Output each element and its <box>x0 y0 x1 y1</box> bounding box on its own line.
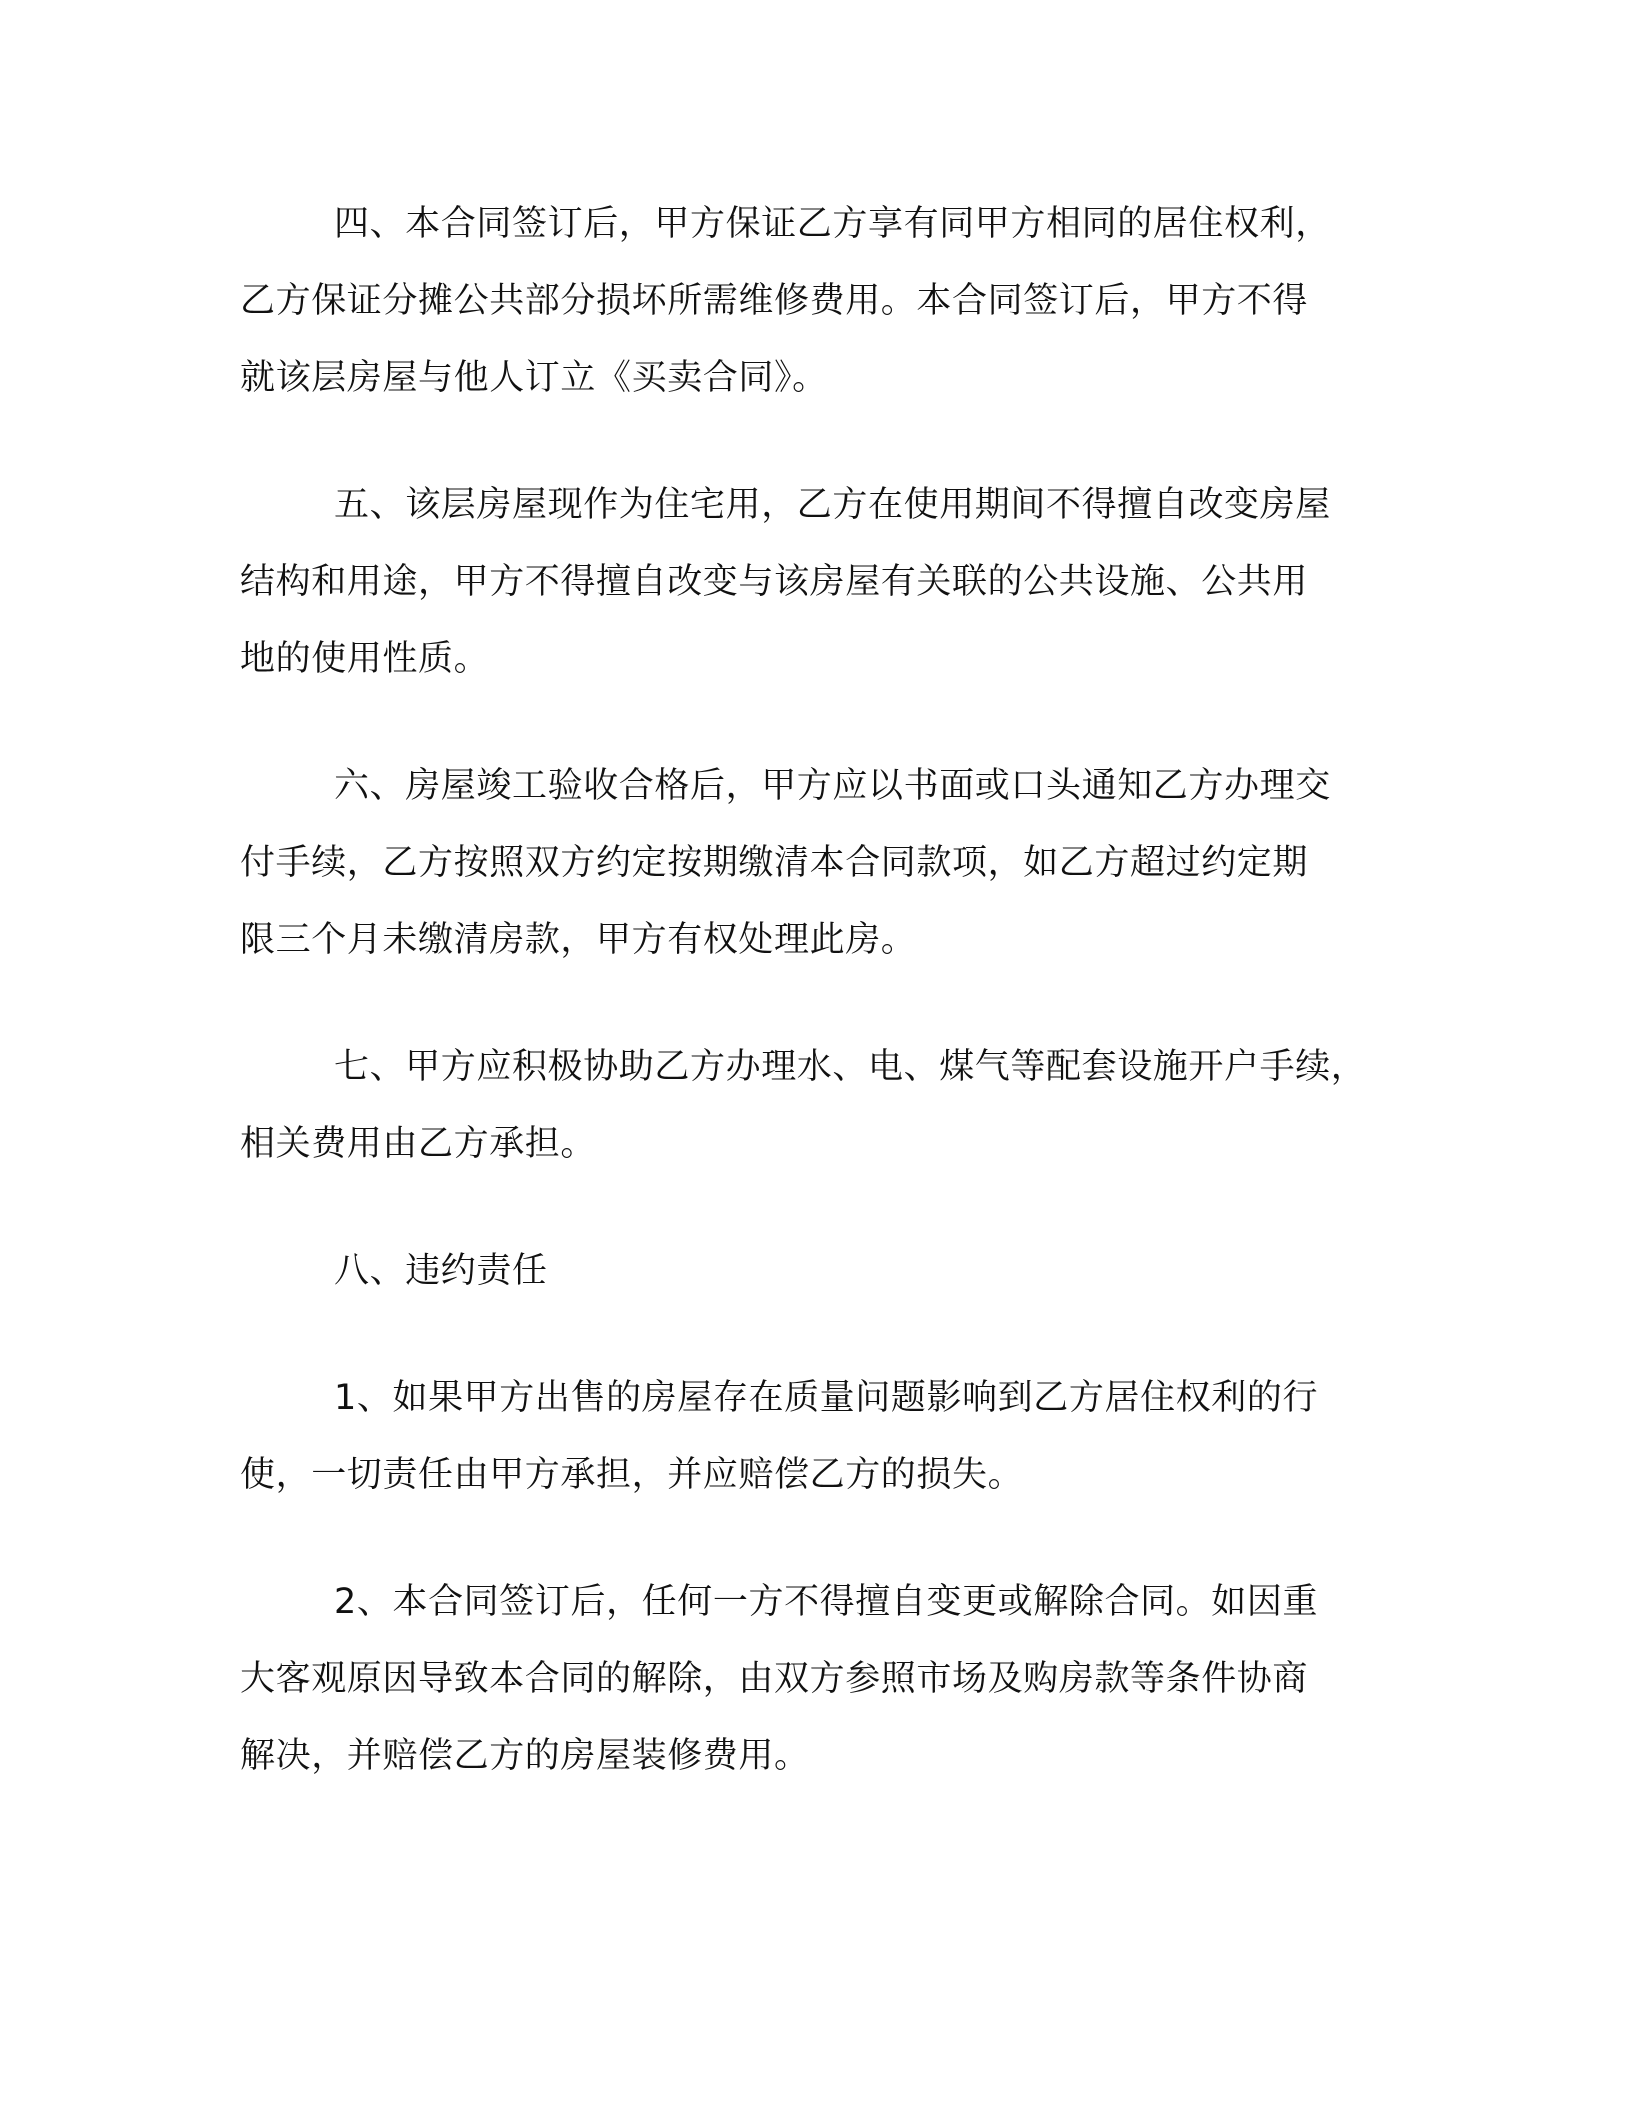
clause-5-line-2: 结构和用途，甲方不得擅自改变与该房屋有关联的公共设施、公共用 <box>240 562 1309 602</box>
clause-8-item-2-line-1: 2、本合同签订后，任何一方不得擅自变更或解除合同。如因重 <box>334 1582 1319 1622</box>
clause-8-item-1-line-1: 1、如果甲方出售的房屋存在质量问题影响到乙方居住权利的行 <box>334 1378 1319 1418</box>
clause-6-line-2: 付手续，乙方按照双方约定按期缴清本合同款项，如乙方超过约定期 <box>240 843 1309 883</box>
clause-6-line-1: 六、房屋竣工验收合格后，甲方应以书面或口头通知乙方办理交 <box>334 766 1331 806</box>
clause-7-line-1: 七、甲方应积极协助乙方办理水、电、煤气等配套设施开户手续， <box>334 1047 1367 1087</box>
clause-4-line-2: 乙方保证分摊公共部分损坏所需维修费用。本合同签订后，甲方不得 <box>240 281 1309 321</box>
clause-8-item-2 <box>240 1564 1390 1795</box>
clause-4-line-1: 四、本合同签订后，甲方保证乙方享有同甲方相同的居住权利， <box>334 204 1331 244</box>
clause-4-line-3: 就该层房屋与他人订立《买卖合同》。 <box>240 358 828 398</box>
clause-6 <box>240 748 1390 979</box>
clause-5-line-3: 地的使用性质。 <box>240 639 490 679</box>
document-body <box>240 186 1390 1845</box>
clause-5 <box>240 467 1390 698</box>
clause-5-line-1: 五、该层房屋现作为住宅用，乙方在使用期间不得擅自改变房屋 <box>334 485 1331 525</box>
clause-8-item-2-line-2: 大客观原因导致本合同的解除，由双方参照市场及购房款等条件协商 <box>240 1659 1309 1699</box>
clause-8-heading <box>240 1233 1390 1310</box>
clause-8-heading-text: 八、违约责任 <box>334 1251 548 1291</box>
clause-8-item-2-line-3: 解决，并赔偿乙方的房屋装修费用。 <box>240 1736 810 1776</box>
clause-7 <box>240 1029 1390 1183</box>
clause-4 <box>240 186 1390 417</box>
clause-7-line-2: 相关费用由乙方承担。 <box>240 1124 597 1164</box>
clause-8-item-1 <box>240 1360 1390 1514</box>
clause-6-line-3: 限三个月未缴清房款，甲方有权处理此房。 <box>240 920 917 960</box>
clause-8-item-1-line-2: 使，一切责任由甲方承担，并应赔偿乙方的损失。 <box>240 1455 1024 1495</box>
